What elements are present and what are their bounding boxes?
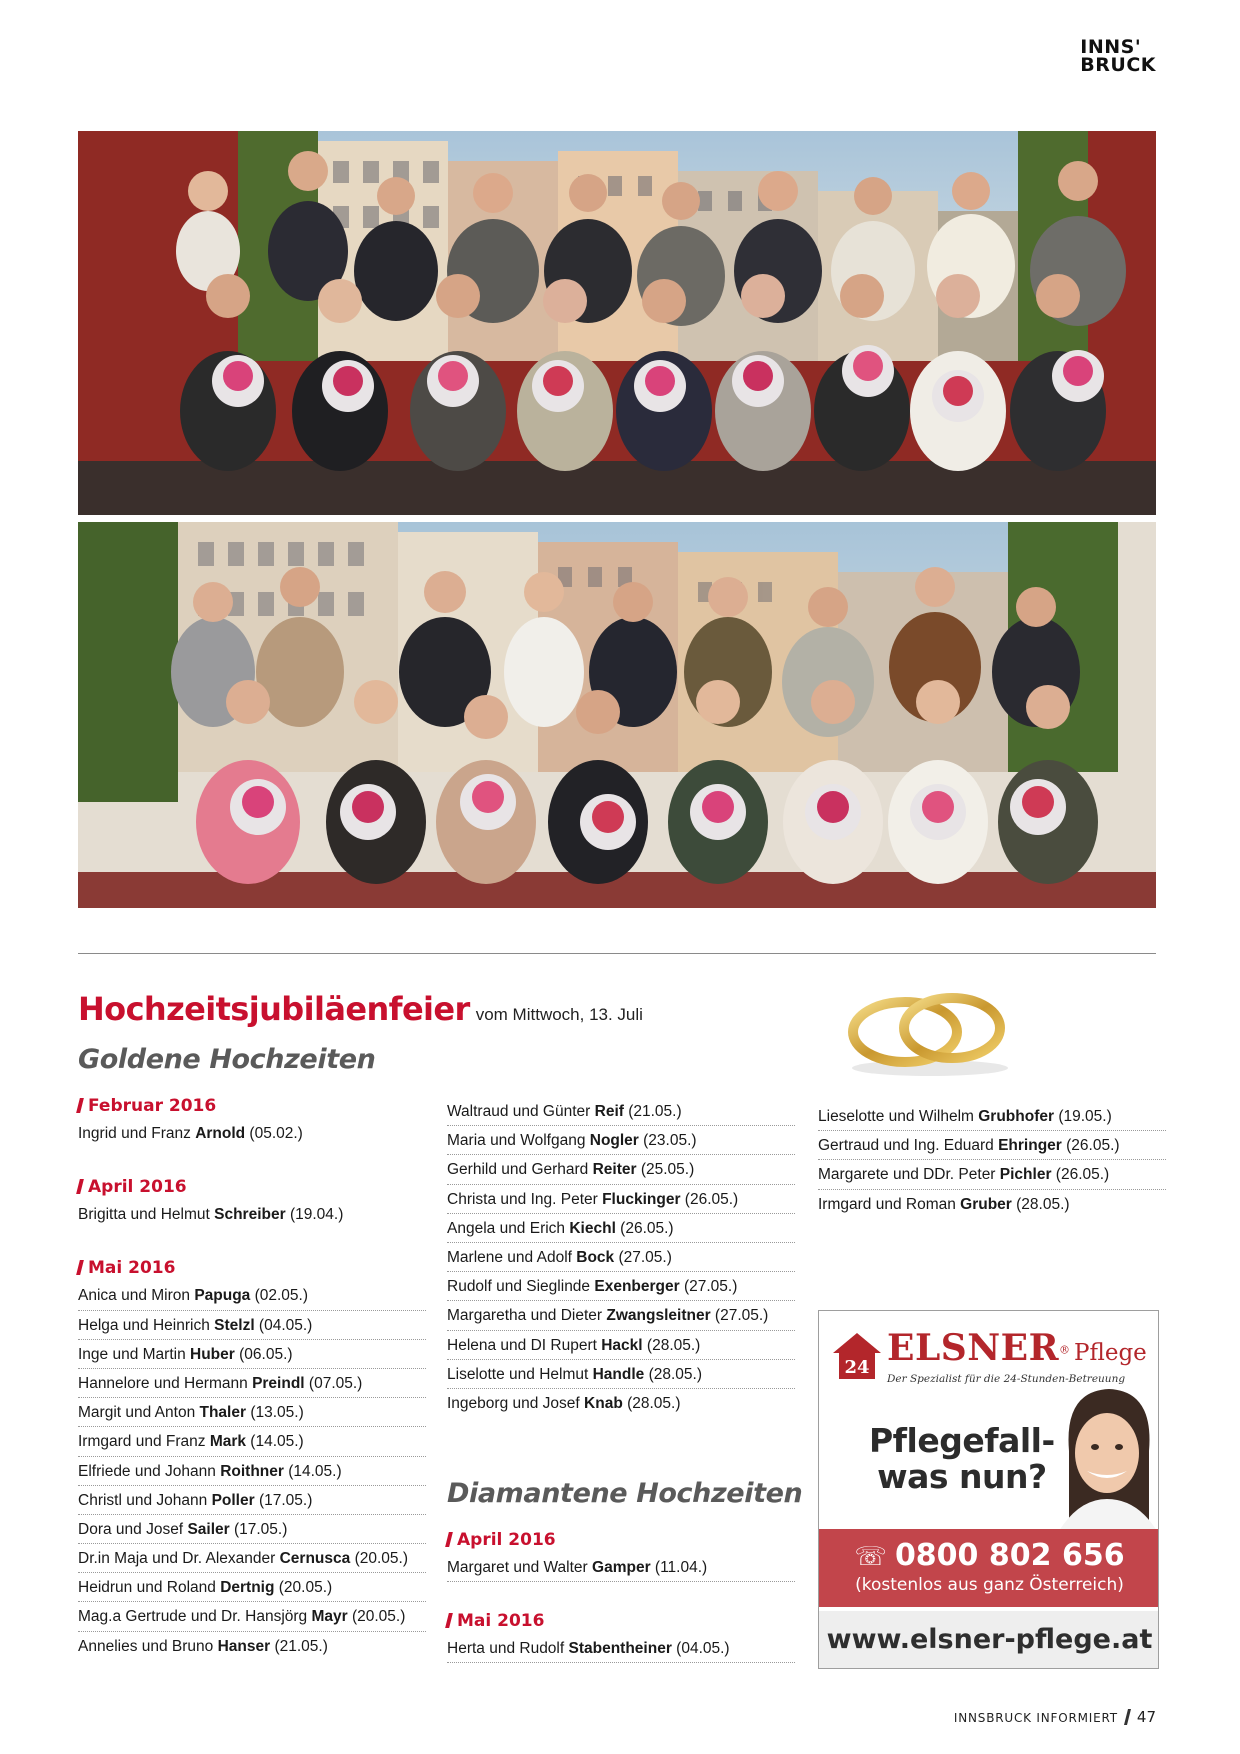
list-item: Lieselotte und Wilhelm Grubhofer (19.05.): [818, 1102, 1166, 1131]
list-item: Mag.a Gertrude und Dr. Hansjörg Mayr (20.05.): [78, 1602, 426, 1631]
list-item: Inge und Martin Huber (06.05.): [78, 1340, 426, 1369]
list-item: Irmgard und Franz Mark (14.05.): [78, 1427, 426, 1456]
group-photo-1: [78, 131, 1156, 515]
list-item: Margarete und DDr. Peter Pichler (26.05.): [818, 1160, 1166, 1189]
phone-icon: ☏: [854, 1542, 887, 1572]
diamond-month-apr: April 2016: [447, 1527, 795, 1553]
list-item: Margit und Anton Thaler (13.05.): [78, 1398, 426, 1427]
list-item: Ingrid und Franz Arnold (05.02.): [78, 1125, 303, 1142]
list-item: Anica und Miron Papuga (02.05.): [78, 1281, 426, 1310]
page-number: 47: [1136, 1708, 1156, 1726]
ad-tagline: Der Spezialist für die 24-Stunden-Betreuung: [887, 1373, 1126, 1385]
diamond-column: [447, 1527, 795, 1663]
footer-magazine-name: INNSBRUCK INFORMIERT: [953, 1711, 1118, 1725]
list-item: Gertraud und Ing. Eduard Ehringer (26.05.): [818, 1131, 1166, 1160]
list-item: Dr.in Maja und Dr. Alexander Cernusca (20.05.): [78, 1544, 426, 1573]
list-item: Liselotte und Helmut Handle (28.05.): [447, 1360, 795, 1389]
list-item: Marlene und Adolf Bock (27.05.): [447, 1243, 795, 1272]
golden-section-title: Goldene Hochzeiten: [78, 1044, 376, 1075]
ad-headline: Pflegefall- was nun?: [869, 1421, 1055, 1496]
svg-text:24: 24: [844, 1357, 870, 1378]
list-item: Herta und Rudolf Stabentheiner (04.05.): [447, 1634, 795, 1663]
list-item: Angela und Erich Kiechl (26.05.): [447, 1214, 795, 1243]
month-heading-apr: April 2016: [78, 1174, 426, 1200]
ad-phone-number[interactable]: ☏ 0800 802 656: [854, 1538, 1125, 1573]
month-heading-feb: Februar 2016: [78, 1093, 426, 1119]
golden-column-1: [78, 1093, 426, 1661]
article-title: Hochzeitsjubiläenfeier: [78, 990, 470, 1028]
list-item: Rudolf und Sieglinde Exenberger (27.05.): [447, 1272, 795, 1301]
list-item: Gerhild und Gerhard Reiter (25.05.): [447, 1155, 795, 1184]
ad-phone-bar[interactable]: [819, 1529, 1159, 1607]
list-item: Helga und Heinrich Stelzl (04.05.): [78, 1311, 426, 1340]
list-item: Maria und Wolfgang Nogler (23.05.): [447, 1126, 795, 1155]
list-item: Christl und Johann Poller (17.05.): [78, 1486, 426, 1515]
wedding-rings-icon: [840, 980, 1020, 1080]
smiling-woman-photo: [1049, 1381, 1159, 1531]
house-24-icon: [831, 1331, 883, 1381]
ad-logo: ELSNER® Pflege: [887, 1327, 1147, 1369]
ad-website-link[interactable]: www.elsner-pflege.at: [819, 1611, 1159, 1669]
list-item: Hannelore und Hermann Preindl (07.05.): [78, 1369, 426, 1398]
list-item: Annelies und Bruno Hanser (21.05.): [78, 1637, 328, 1655]
article-headline: [78, 990, 643, 1028]
golden-column-2: [447, 1097, 795, 1418]
section-divider: [78, 953, 1156, 954]
list-item: Margaret und Walter Gamper (11.04.): [447, 1553, 795, 1582]
list-item: Helena und DI Rupert Hackl (28.05.): [447, 1331, 795, 1360]
list-item: Heidrun und Roland Dertnig (20.05.): [78, 1573, 426, 1602]
brand-line-2: BRUCK: [1080, 54, 1156, 76]
list-item: Waltraud und Günter Reif (21.05.): [447, 1097, 795, 1126]
list-item: Elfriede und Johann Roithner (14.05.): [78, 1457, 426, 1486]
group-photo-2: [78, 522, 1156, 908]
list-item: Christa und Ing. Peter Fluckinger (26.05.): [447, 1185, 795, 1214]
ad-phone-note: (kostenlos aus ganz Österreich): [855, 1575, 1124, 1595]
brand-line-1: INNS': [1080, 36, 1142, 58]
list-item: Margaretha und Dieter Zwangsleitner (27.05.): [447, 1301, 795, 1330]
page-footer: [954, 1708, 1156, 1726]
article-date: vom Mittwoch, 13. Juli: [475, 1005, 643, 1024]
golden-column-3: [818, 1102, 1166, 1219]
list-item: Ingeborg und Josef Knab (28.05.): [447, 1394, 681, 1412]
month-heading-mai: Mai 2016: [78, 1255, 426, 1281]
brand-logo: [1080, 38, 1156, 74]
diamond-month-mai: Mai 2016: [447, 1608, 795, 1634]
list-item: Dora und Josef Sailer (17.05.): [78, 1515, 426, 1544]
diamond-section-title: Diamantene Hochzeiten: [447, 1478, 803, 1509]
list-item: Irmgard und Roman Gruber (28.05.): [818, 1195, 1070, 1213]
list-item: Brigitta und Helmut Schreiber (19.04.): [78, 1206, 344, 1224]
elsner-pflege-ad[interactable]: [818, 1310, 1159, 1669]
